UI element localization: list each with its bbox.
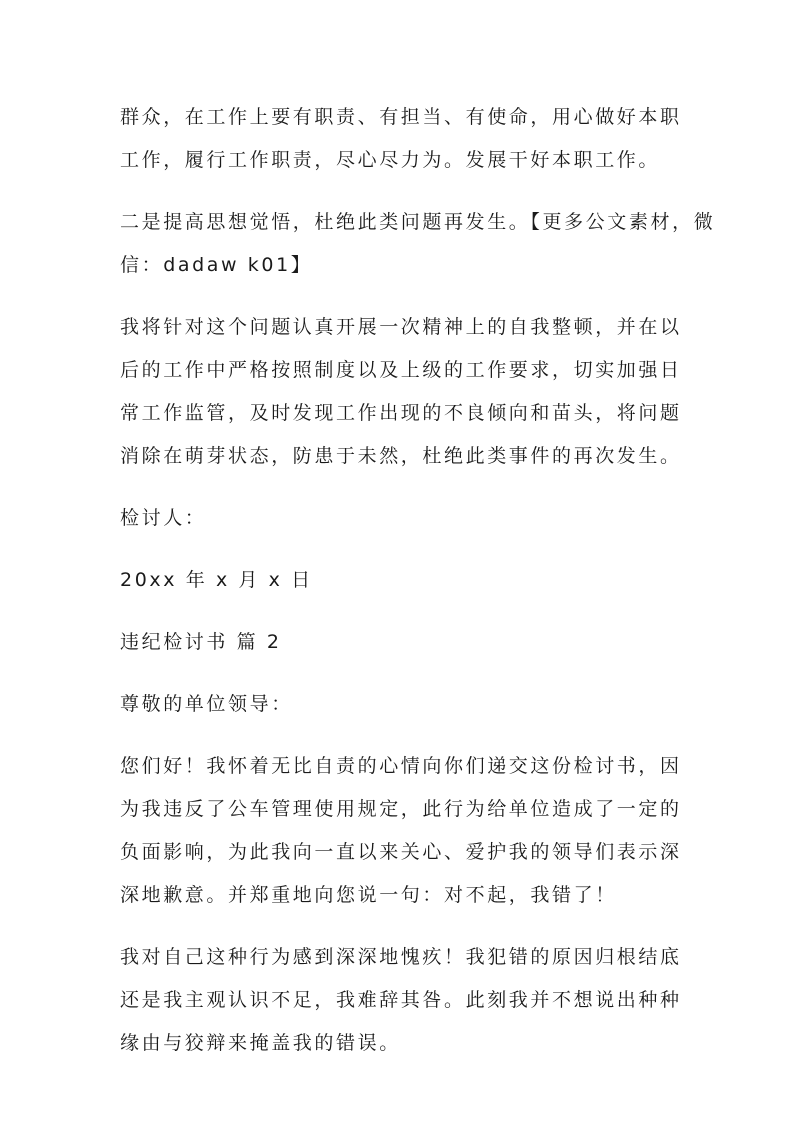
text-line: 工作，履行工作职责，尽心尽力为。发展干好本职工作。 [120,149,661,171]
text-line: 信：dadaw k01】 [120,254,313,276]
paragraph-self-rectification [120,306,682,478]
text-line: 尊敬的单位领导： [120,693,293,715]
text-line: 负面影响，为此我向一直以来关心、爱护我的领导们表示深 [120,841,682,863]
date-line [120,559,676,602]
paragraph-duty-fulfillment [120,96,682,182]
text-line: 缘由与狡辩来掩盖我的错误。 [120,1032,401,1054]
section-title [120,621,676,664]
text-line: 为我违反了公车管理使用规定，此行为给单位造成了一定的 [120,798,682,820]
text-line: 我对自己这种行为感到深深地愧疚！我犯错的原因归根结底 [120,946,682,968]
text-line: 违纪检讨书 篇 2 [120,631,282,653]
signatory-label [120,497,676,540]
text-line: 常工作监管，及时发现工作出现的不良倾向和苗头，将问题 [120,402,682,424]
text-line: 您们好！我怀着无比自责的心情向你们递交这份检讨书，因 [120,755,682,777]
text-line: 深地歉意。并郑重地向您说一句：对不起，我错了！ [120,884,617,906]
text-line: 二是提高思想觉悟，杜绝此类问题再发生。【更多公文素材，微 [120,211,716,233]
text-line: 还是我主观认识不足，我难辞其咎。此刻我并不想说出种种 [120,989,682,1011]
text-line: 检讨人： [120,507,207,529]
text-line: 我将针对这个问题认真开展一次精神上的自我整顿，并在以 [120,316,682,338]
text-line: 20xx 年 x 月 x 日 [120,569,313,591]
text-line: 消除在萌芽状态，防患于未然，杜绝此类事件的再次发生。 [120,445,682,467]
paragraph-remorse [120,936,682,1065]
document-body [120,96,716,1084]
salutation [120,683,676,726]
text-line: 后的工作中严格按照制度以及上级的工作要求，切实加强日 [120,359,682,381]
paragraph-improve-awareness [120,201,716,287]
paragraph-apology [120,745,682,917]
text-line: 群众，在工作上要有职责、有担当、有使命，用心做好本职 [120,106,682,128]
